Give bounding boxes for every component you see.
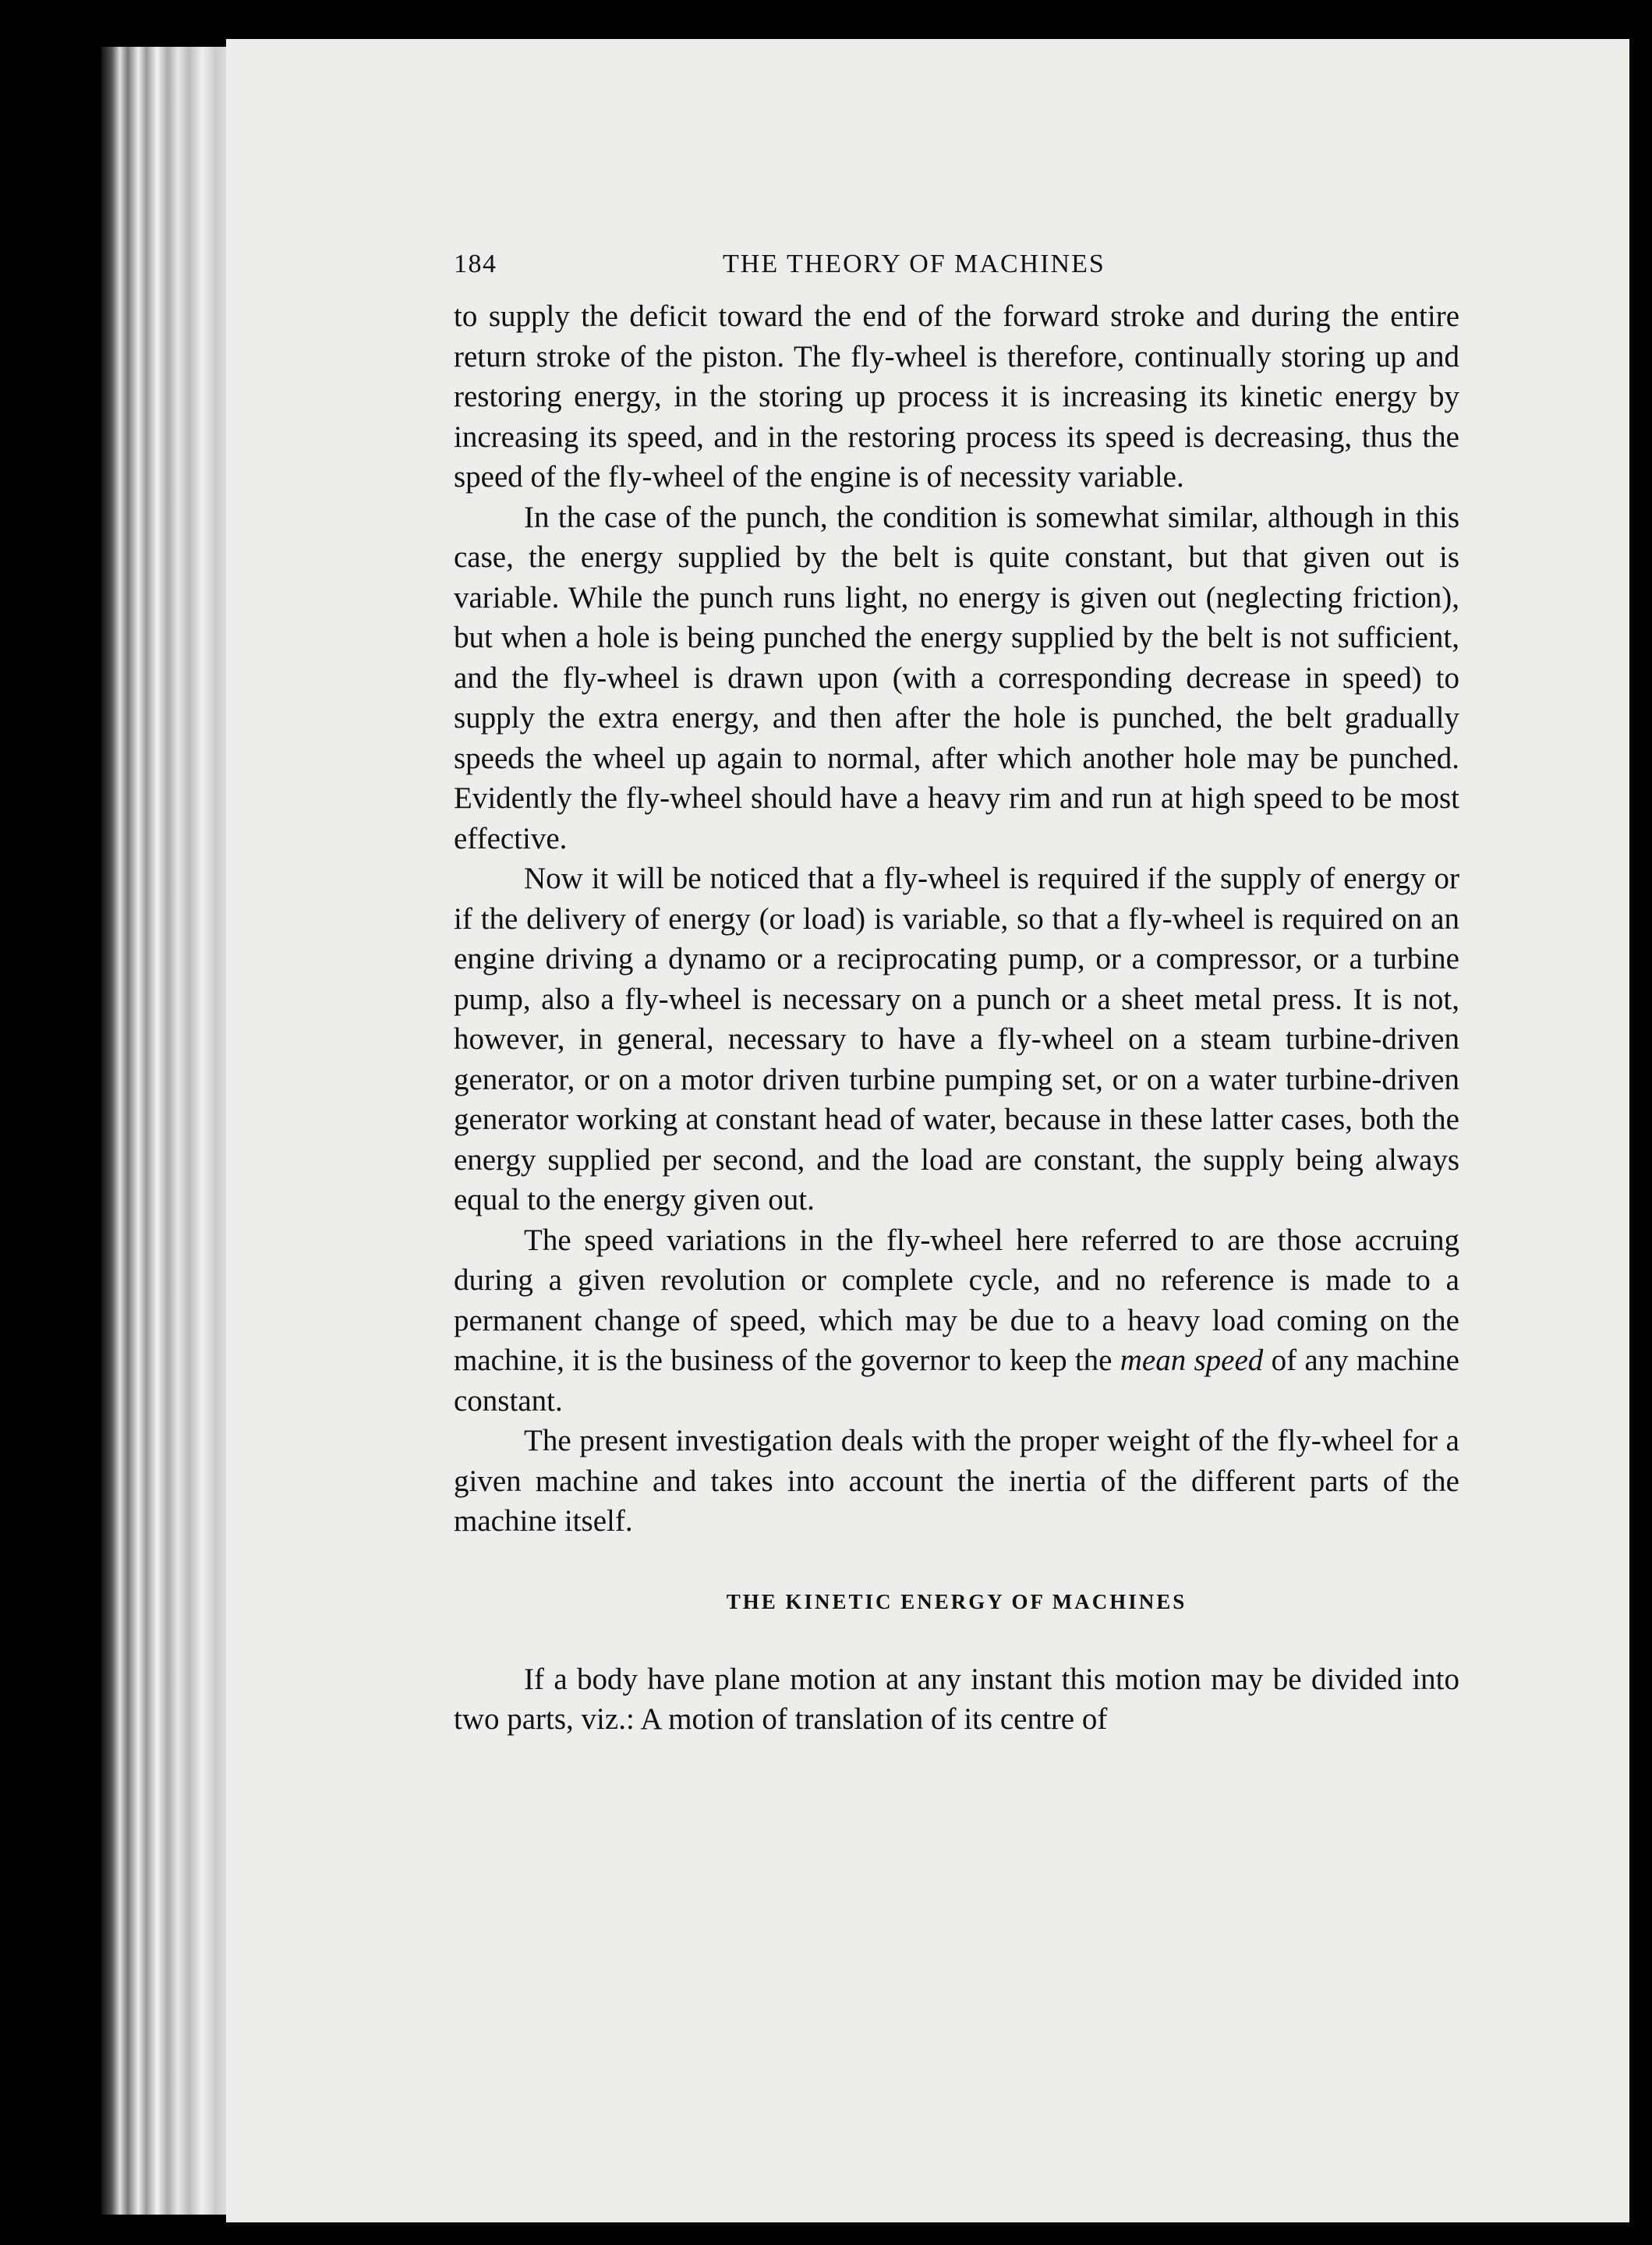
page-number: 184 [454,250,497,278]
paragraph-1: to supply the deficit toward the end of the forward stroke and during the entire return stroke of the piston. The fly-wheel is therefore, continually storing up and restoring energy, in the storing up process it is increasing its kinetic energy by increasing its speed, and in the restoring process its speed is decreasing, thus the speed of the fly-wheel of the engine is of necessity variable. [454,299,1459,494]
paragraph-5: The present investigation deals with the proper weight of the fly-wheel for a given machine and takes into account the inertia of the different parts of the machine itself. [454,1424,1459,1538]
running-head [454,250,1459,296]
paragraph-2: In the case of the punch, the condition is somewhat similar, although in this case, the energy supplied by the belt is quite constant, but that given out is variable. While the punch runs light, no energy is given out (neglecting friction), but when a hole is being punched the energy supplied by the belt is not sufficient, and the fly-wheel is drawn upon (with a corresponding decrease in speed) to supply the extra energy, and then after the hole is punched, the belt gradually speeds the wheel up again to normal, after which another hole may be punched. Evidently the fly-wheel should have a heavy rim and run at high speed to be most effective. [454,500,1459,855]
page-content [454,250,1459,1740]
paragraph-3: Now it will be noticed that a fly-wheel is required if the supply of energy or if the delivery of energy (or load) is variable, so that a fly-wheel is required on an engine driving a dynamo or a reciprocating pump, or a compressor, or a turbine pump, also a fly-wheel is necessary on a punch or a sheet metal press. It is not, however, in general, necessary to have a fly-wheel on a steam turbine-driven generator, or on a motor driven turbine pumping set, or on a water turbine-driven generator working at constant head of water, because in these latter cases, both the energy supplied per second, and the load are constant, the supply being always equal to the energy given out. [454,862,1459,1216]
paragraph-4-text-a: The speed variations in the fly-wheel here referred to are those accruing during a given revolution or complete cycle, and no reference is made to a permanent change of speed, which may be due to a heavy load coming on the machine, it is the business of the governor to keep the [454,1223,1459,1377]
paragraph-4-text-b: of any machine constant. [454,1344,1459,1418]
paragraph-6: If a body have plane motion at any instant this motion may be divided into two parts, viz.: A motion of translation of its centre of [454,1662,1459,1736]
mean-speed-emphasis: mean speed [1120,1344,1264,1377]
section-heading: THE KINETIC ENERGY OF MACHINES [726,1589,1187,1613]
book-page-edges [101,47,234,2215]
running-title: THE THEORY OF MACHINES [723,250,1105,278]
paragraph-4 [454,1220,1459,1422]
